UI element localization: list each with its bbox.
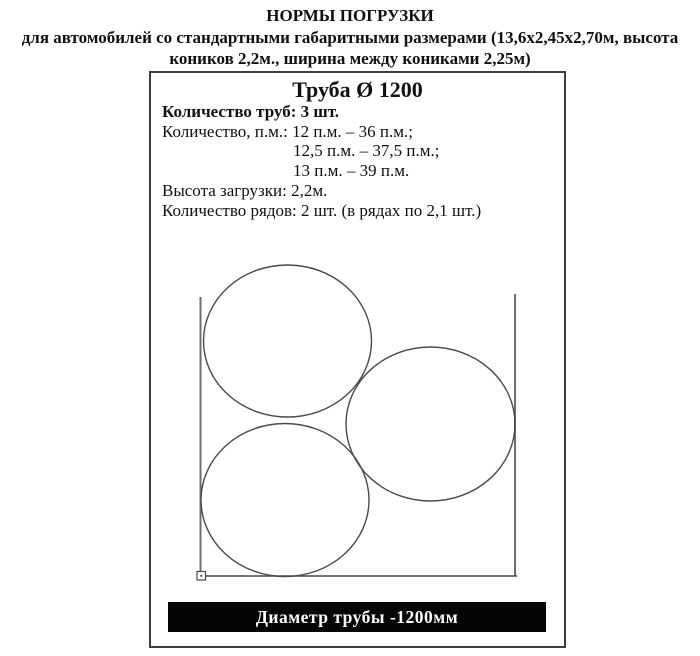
load-norm-card bbox=[149, 71, 566, 648]
page-subtitle-line1: для автомобилей со стандартными габаритными размерами (13,6х2,45х2,70м, высота bbox=[21, 27, 679, 47]
length-last-line: 13 п.м. – 39 п.м. bbox=[293, 161, 410, 181]
pipe-circle-bottom-left bbox=[201, 424, 369, 577]
load-height-line: Высота загрузки: 2,2м. bbox=[162, 180, 328, 200]
page-subtitle-line2: коников 2,2м., ширина между кониками 2,25м) bbox=[169, 49, 531, 68]
corner-handle-dot bbox=[200, 575, 202, 577]
pipe-count-line: Количество труб: 3 шт. bbox=[162, 102, 340, 121]
length-mid-line: 12,5 п.м. – 37,5 п.м.; bbox=[293, 141, 440, 161]
card-title: Труба Ø 1200 bbox=[292, 77, 423, 102]
length-intro-line: Количество, п.м.: 12 п.м. – 36 п.м.; bbox=[162, 121, 414, 141]
pipe-circle-top-left bbox=[204, 265, 372, 417]
card-info-block bbox=[162, 102, 560, 220]
pipe-diameter-banner bbox=[168, 602, 546, 632]
row-count-line: Количество рядов: 2 шт. (в рядах по 2,1 шт.) bbox=[162, 200, 482, 220]
pipe-circle-right bbox=[346, 347, 515, 501]
page-header bbox=[0, 5, 700, 70]
pipe-diameter-banner-label: Диаметр трубы -1200мм bbox=[255, 606, 459, 627]
page-title: НОРМЫ ПОГРУЗКИ bbox=[266, 6, 434, 25]
